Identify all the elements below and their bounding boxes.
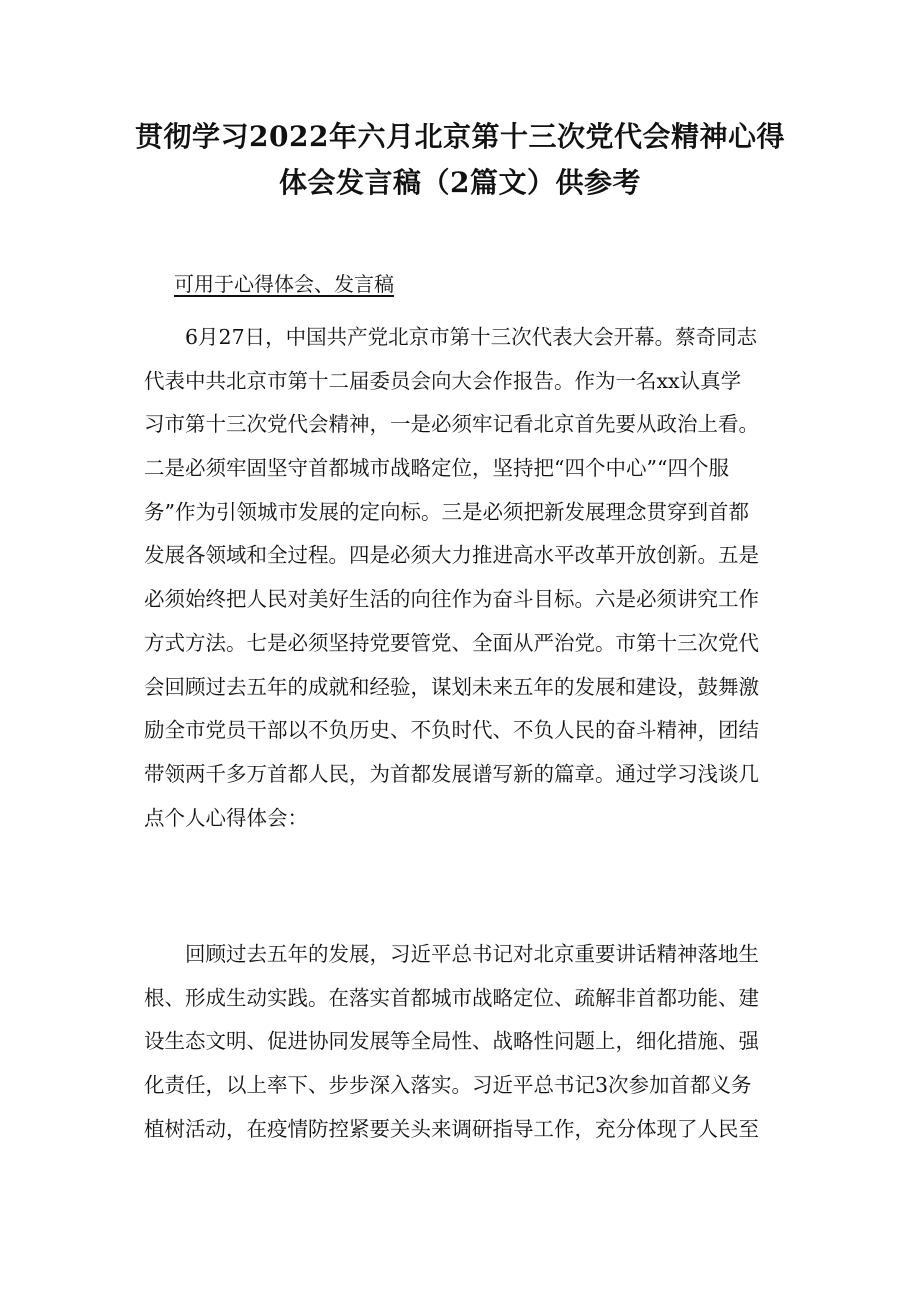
paragraph-1-line: 务”作为引领城市发展的定向标。三是必须把新发展理念贯穿到首都 <box>144 499 749 524</box>
paragraph-2-line: 回顾过去五年的发展，习近平总书记对北京重要讲话精神落地生 <box>144 942 759 966</box>
paragraph-2 <box>144 933 804 1151</box>
paragraph-1-line: 6月27日，中国共产党北京市第十三次代表大会开幕。蔡奇同志 <box>144 325 758 349</box>
paragraph-1-line: 带领两千多万首都人民，为首都发展谱写新的篇章。通过学习浅谈几 <box>144 761 759 786</box>
paragraph-2-line: 化责任，以上率下、步步深入落实。习近平总书记3次参加首都义务 <box>144 1073 752 1098</box>
paragraph-1-line: 会回顾过去五年的成就和经验，谋划未来五年的发展和建设，鼓舞激 <box>144 674 759 699</box>
paragraph-2-line: 根、形成生动实践。在落实首都城市战略定位、疏解非首都功能、建 <box>144 985 759 1010</box>
paragraph-2-line: 设生态文明、促进协同发展等全局性、战略性问题上，细化措施、强 <box>144 1029 759 1054</box>
paragraph-1-line: 发展各领域和全过程。四是必须大力推进高水平改革开放创新。五是 <box>144 543 759 568</box>
document-title-line-1: 贯彻学习2022年六月北京第十三次党代会精神心得 <box>135 120 785 153</box>
paragraph-1-line: 必须始终把人民对美好生活的向往作为奋斗目标。六是必须讲究工作 <box>144 587 759 612</box>
paragraph-1-line: 励全市党员干部以不负历史、不负时代、不负人民的奋斗精神，团结 <box>144 718 759 743</box>
document-title-line-2: 体会发言稿（2篇文）供参考 <box>279 166 641 199</box>
paragraph-1-line: 习市第十三次党代会精神，一是必须牢记看北京首先要从政治上看。 <box>144 412 759 437</box>
document-subtitle: 可用于心得体会、发言稿 <box>174 272 394 296</box>
paragraph-1 <box>144 316 804 840</box>
paragraph-2-line: 植树活动，在疫情防控紧要关头来调研指导工作，充分体现了人民至 <box>144 1116 759 1141</box>
paragraph-1-line: 点个人心得体会： <box>144 805 308 830</box>
paragraph-1-line: 代表中共北京市第十二届委员会向大会作报告。作为一名xx认真学 <box>144 368 742 393</box>
paragraph-1-line: 二是必须牢固坚守首都城市战略定位，坚持把“四个中心”“四个服 <box>144 456 729 481</box>
paragraph-1-line: 方式方法。七是必须坚持党要管党、全面从严治党。市第十三次党代 <box>144 630 759 655</box>
